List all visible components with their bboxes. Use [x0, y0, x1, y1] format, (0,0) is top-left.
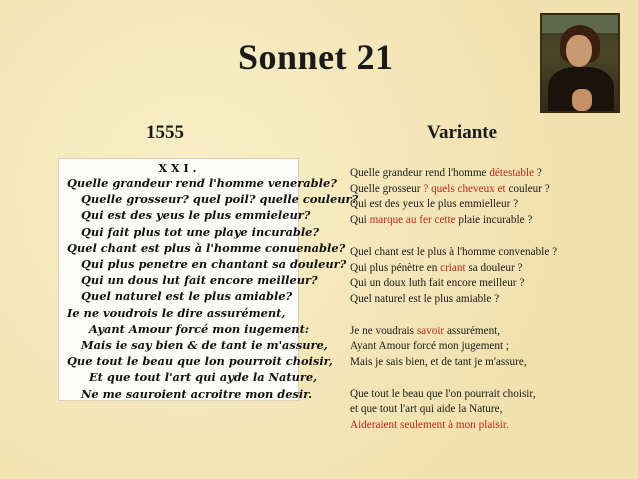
verse-text: Quelle grandeur rend l'homme: [350, 167, 490, 179]
verse-line: [350, 166, 620, 182]
verse-text: Ayant Amour forcé mon jugement ;: [350, 340, 509, 353]
verse-text: Qui un doux luth fait encore meilleur ?: [350, 277, 525, 290]
verse-line: [350, 402, 620, 418]
variant-highlight: Aideraient seulement à mon plaisir.: [350, 419, 509, 432]
verse-line: [350, 387, 620, 403]
verse-text: ?: [534, 167, 542, 179]
portrait-image: [540, 13, 620, 113]
verse-text: Que tout le beau que l'on pourrait choisir,: [350, 387, 536, 400]
verse-text: plaie incurable ?: [455, 214, 533, 227]
verse-text: Qui plus pénètre en: [350, 261, 441, 274]
variant-highlight: détestable: [489, 167, 535, 179]
page-title: Sonnet 21: [238, 37, 394, 77]
verse-text: Quel chant est le plus à l'homme convenable ?: [350, 245, 558, 258]
facsimile-line: Que tout le beau que lon pourroit choisir,: [67, 354, 333, 369]
verse-line: [350, 276, 620, 292]
column-heading-variante: Variante: [427, 122, 498, 143]
stanza: [350, 166, 620, 229]
verse-text: couleur ?: [505, 182, 550, 195]
facsimile-line: Ayant Amour forcé mon iugement:: [89, 321, 310, 336]
verse-line: [350, 418, 620, 434]
verse-line: [350, 245, 620, 261]
verse-line: [350, 182, 620, 198]
verse-line: [350, 355, 620, 371]
facsimile-line: Ne me sauroient acroitre mon desir.: [81, 386, 313, 401]
verse-text: assurément,: [444, 324, 501, 337]
facsimile-line: Qui plus penetre en chantant sa douleur?: [81, 257, 347, 272]
variant-highlight: marque au fer cette: [369, 214, 456, 227]
verse-line: [350, 197, 620, 213]
verse-line: [350, 292, 620, 308]
facsimile-line: Et que tout l'art qui ayde la Nature,: [89, 370, 318, 385]
verse-line: [350, 339, 620, 355]
variant-highlight: ? quels cheveux et: [423, 182, 506, 195]
verse-text: et que tout l'art qui aide la Nature,: [350, 403, 503, 416]
facsimile-line: Mais ie say bien & de tant ie m'assure,: [81, 338, 328, 353]
column-heading-1555: 1555: [146, 122, 184, 143]
verse-line: [350, 324, 620, 340]
facsimile-line: Ie ne voudrois le dire assurément,: [67, 305, 286, 320]
stanza: [350, 245, 620, 308]
facsimile-header: XXI.: [158, 162, 201, 175]
verse-line: [350, 261, 620, 277]
verse-text: Je ne voudrais: [350, 324, 417, 337]
variant-highlight: criant: [440, 261, 466, 274]
variant-highlight: savoir: [416, 324, 445, 337]
verse-text: Qui: [350, 214, 370, 227]
verse-text: Mais je sais bien, et de tant je m'assure,: [350, 356, 527, 369]
verse-line: [350, 213, 620, 229]
verse-text: sa douleur ?: [465, 261, 523, 274]
facsimile-line: Quelle grosseur? quel poil? quelle couleur?: [81, 192, 359, 207]
facsimile-line: Quel naturel est le plus amiable?: [81, 289, 293, 304]
facsimile-line: Qui fait plus tot une playe incurable?: [81, 224, 320, 239]
facsimile-text: [67, 175, 359, 402]
verse-text: Quelle grosseur: [350, 182, 424, 195]
facsimile-line: Quelle grandeur rend l'homme venerable?: [67, 176, 337, 190]
facsimile-image: [58, 158, 359, 401]
facsimile-line: Qui un dous lut fait encore meilleur?: [81, 273, 318, 288]
verse-text: Quel naturel est le plus amiable ?: [350, 292, 500, 305]
stanza: [350, 387, 620, 434]
verse-text: Qui est des yeux le plus emmielleur ?: [350, 198, 519, 211]
facsimile-line: Qui est des yeus le plus emmieleur?: [81, 208, 311, 223]
facsimile-line: Quel chant est plus à l'homme conuenable?: [67, 240, 346, 255]
stanza: [350, 324, 620, 371]
variante-text: [350, 166, 620, 434]
